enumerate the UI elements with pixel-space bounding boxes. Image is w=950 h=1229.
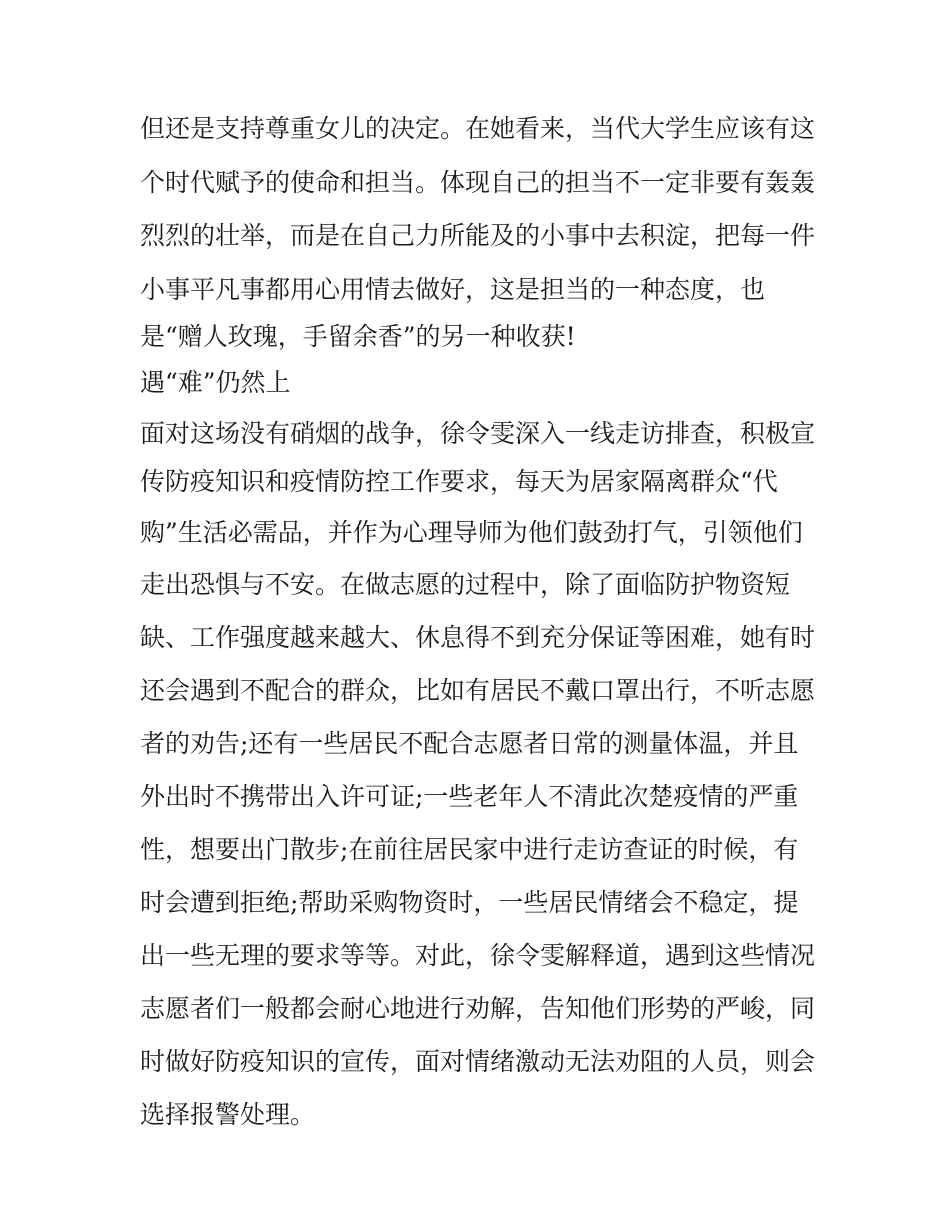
text-line: 个时代赋予的使命和担当。体现自己的担当不一定非要有轰轰 <box>140 168 816 197</box>
text-line: 小事平凡事都用心用情去做好，这是担当的一种态度，也 <box>140 275 766 304</box>
text-line: 烈烈的壮举，而是在自己力所能及的小事中去积淀，把每一件 <box>140 221 816 250</box>
text-line: 者的劝告;还有一些居民不配合志愿者日常的测量体温，并且 <box>140 729 799 758</box>
text-line: 还会遇到不配合的群众，比如有居民不戴口罩出行，不听志愿 <box>140 676 816 705</box>
text-line: 缺、工作强度越来越大、休息得不到充分保证等困难，她有时 <box>140 623 816 652</box>
text-line: 是“赠人玫瑰，手留余香”的另一种收获! <box>140 322 576 351</box>
text-line: 选择报警处理。 <box>140 1100 316 1129</box>
section-heading: 遇“难”仍然上 <box>140 368 291 397</box>
text-line: 志愿者们一般都会耐心地进行劝解，告知他们形势的严峻，同 <box>140 994 816 1023</box>
text-line: 但还是支持尊重女儿的决定。在她看来，当代大学生应该有这 <box>140 114 816 143</box>
text-line: 传防疫知识和疫情防控工作要求，每天为居家隔离群众“代 <box>140 467 778 496</box>
text-line: 外出时不携带出入许可证;一些老年人不清此次楚疫情的严重 <box>140 782 799 811</box>
text-line: 走出恐惧与不安。在做志愿的过程中，除了面临防护物资短 <box>140 570 791 599</box>
text-line: 性，想要出门散步;在前往居民家中进行走访查证的时候，有 <box>140 835 799 864</box>
text-line: 出一些无理的要求等等。对此，徐令雯解释道，遇到这些情况 <box>140 941 816 970</box>
text-line: 面对这场没有硝烟的战争，徐令雯深入一线走访排查，积极宣 <box>140 419 816 448</box>
text-line: 购”生活必需品，并作为心理导师为他们鼓劲打气，引领他们 <box>140 518 803 547</box>
text-line: 时做好防疫知识的宣传，面对情绪激动无法劝阻的人员，则会 <box>140 1047 816 1076</box>
text-line: 时会遭到拒绝;帮助采购物资时，一些居民情绪会不稳定，提 <box>140 888 799 917</box>
